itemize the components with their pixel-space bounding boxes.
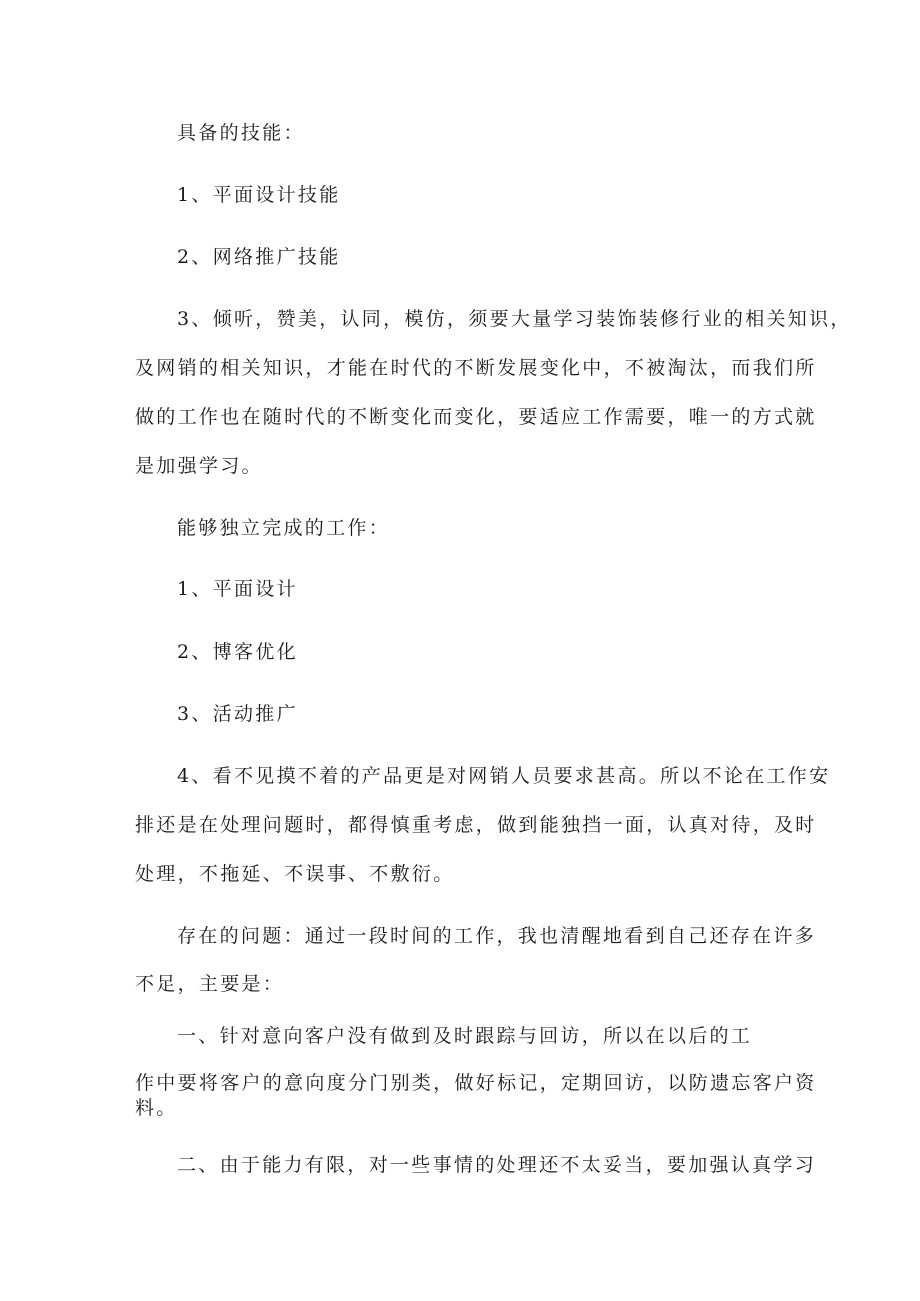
work-item-4-line-1: 4、看不见摸不着的产品更是对网销人员要求甚高。所以不论在工作安 xyxy=(177,765,831,787)
work-item-4-line-3: 处理，不拖延、不误事、不敷衍。 xyxy=(135,863,455,885)
problem-2-line-1: 二、由于能力有限，对一些事情的处理还不太妥当，要加强认真学习 xyxy=(177,1154,817,1176)
work-item-4-line-2: 排还是在处理问题时，都得慎重考虑，做到能独挡一面，认真对待，及时 xyxy=(135,814,817,836)
skill-item-1: 1、平面设计技能 xyxy=(177,184,341,206)
work-item-1: 1、平面设计 xyxy=(177,578,298,600)
problem-1-line-1: 一、针对意向客户没有做到及时跟踪与回访，所以在以后的工 xyxy=(177,1025,753,1047)
problems-line-1: 存在的问题：通过一段时间的工作，我也清醒地看到自己还存在许多 xyxy=(177,925,817,947)
work-item-2: 2、博客优化 xyxy=(177,641,298,663)
problems-line-2: 不足，主要是： xyxy=(135,973,285,995)
skill-item-3-line-4: 是加强学习。 xyxy=(135,455,263,477)
skill-item-3-line-2: 及网销的相关知识，才能在时代的不断发展变化中，不被淘汰，而我们所 xyxy=(135,357,817,379)
skill-item-2: 2、网络推广技能 xyxy=(177,246,341,268)
skill-item-3-line-1: 3、倾听，赞美，认同，模仿，须要大量学习装饰装修行业的相关知识， xyxy=(177,308,852,330)
skills-heading: 具备的技能： xyxy=(177,122,305,144)
work-item-3: 3、活动推广 xyxy=(177,703,298,725)
work-heading: 能够独立完成的工作： xyxy=(177,517,391,539)
problem-1-line-3: 料。 xyxy=(135,1097,178,1119)
skill-item-3-line-3: 做的工作也在随时代的不断变化而变化，要适应工作需要，唯一的方式就 xyxy=(135,406,817,428)
problem-1-line-2: 作中要将客户的意向度分门别类，做好标记，定期回访，以防遗忘客户资 xyxy=(135,1072,817,1094)
